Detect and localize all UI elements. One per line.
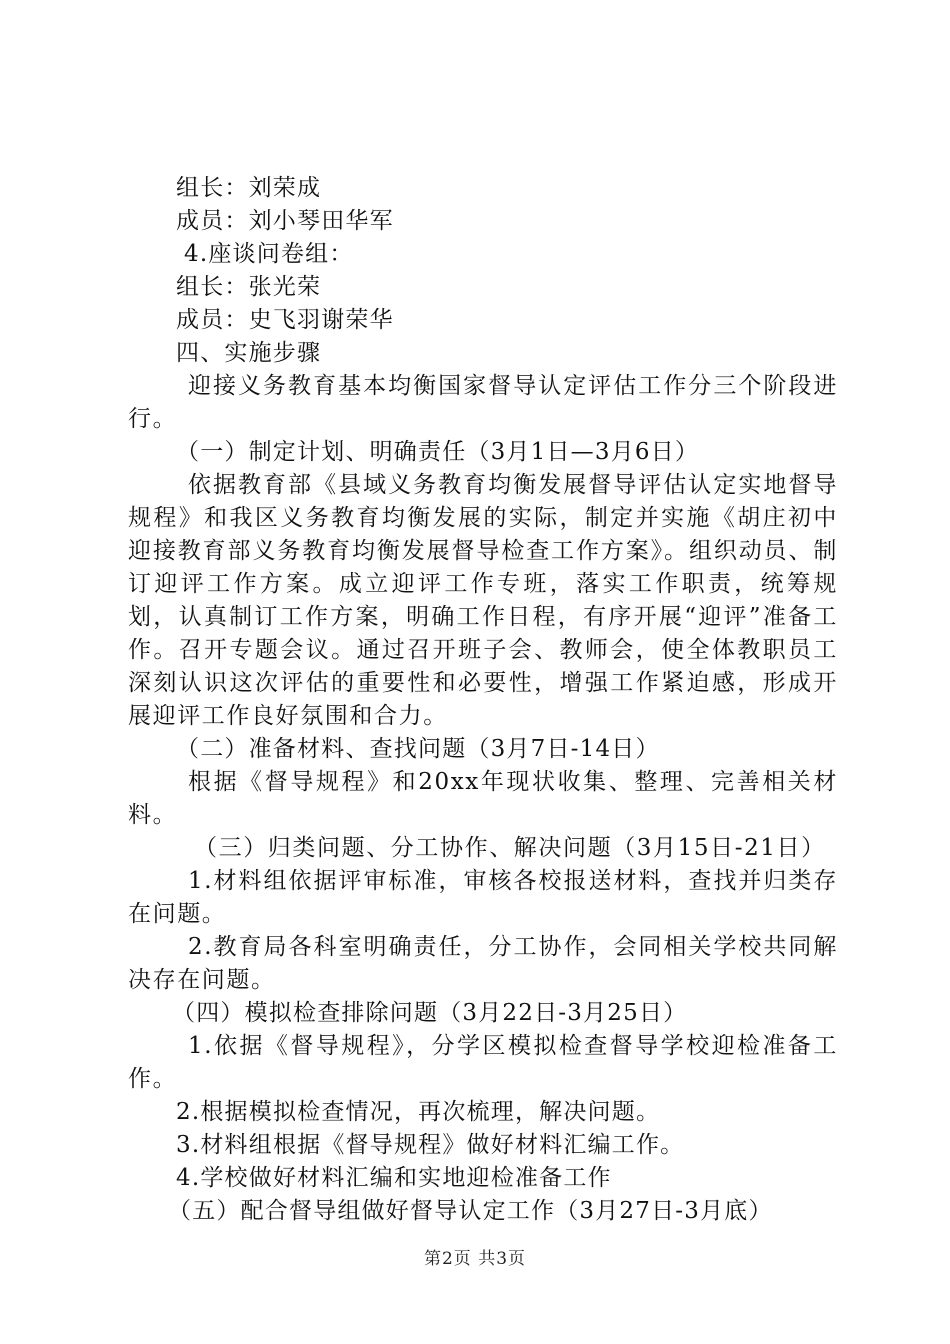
- group-title: 4.座谈问卷组：: [184, 241, 354, 267]
- stage-heading: （二）准备材料、查找问题（3月7日-14日）: [176, 736, 660, 762]
- stage-heading: （五）配合督导组做好督导认定工作（3月27日-3月底）: [168, 1198, 773, 1224]
- members-line: 成员：史飞羽谢荣华: [176, 307, 394, 333]
- stage-heading: （四）模拟检查排除问题（3月22日-3月25日）: [172, 1000, 688, 1026]
- stage-body: 依据教育部《县域义务教育均衡发展督导评估认定实地督导规程》和我区义务教育均衡发展的实际，制定并实施《胡庄初中迎接教育部义务教育均衡发展督导检查工作方案》。组织动员、制订迎评工作方案。成立迎评工作专班，落实工作职责，统筹规划，认真制订工作方案，明确工作日程，有序开展“迎评”准备工作。召开专题会议。通过召开班子会、教师会，使全体教职员工深刻认识这次评估的重要性和必要性，增强工作紧迫感，形成开展迎评工作良好氛围和合力。: [128, 472, 838, 729]
- leader-line: 组长：张光荣: [176, 274, 322, 300]
- stage-heading: （三）归类问题、分工协作、解决问题（3月15日-21日）: [194, 835, 826, 861]
- stage-item: 1.依据《督导规程》，分学区模拟检查督导学校迎检准备工作。: [128, 1033, 838, 1092]
- stage-item: 3.材料组根据《督导规程》做好材料汇编工作。: [176, 1132, 685, 1158]
- section-heading: 四、实施步骤: [176, 340, 322, 366]
- stage-item: 2.教育局各科室明确责任，分工协作，会同相关学校共同解决存在问题。: [128, 934, 838, 993]
- stage-item: 4.学校做好材料汇编和实地迎检准备工作: [176, 1165, 612, 1191]
- leader-line: 组长：刘荣成: [176, 175, 322, 201]
- stage-item: 2.根据模拟检查情况，再次梳理，解决问题。: [176, 1099, 661, 1125]
- document-body: [128, 172, 838, 1228]
- members-line: 成员：刘小琴田华军: [176, 208, 394, 234]
- stage-body: 根据《督导规程》和20xx年现状收集、整理、完善相关材料。: [128, 769, 838, 828]
- page-footer: 第2页 共3页: [423, 1249, 527, 1269]
- stage-heading: （一）制定计划、明确责任（3月1日—3月6日）: [176, 439, 700, 465]
- stage-item: 1.材料组依据评审标准，审核各校报送材料，查找并归类存在问题。: [128, 868, 838, 927]
- intro-paragraph: 迎接义务教育基本均衡国家督导认定评估工作分三个阶段进行。: [128, 373, 838, 432]
